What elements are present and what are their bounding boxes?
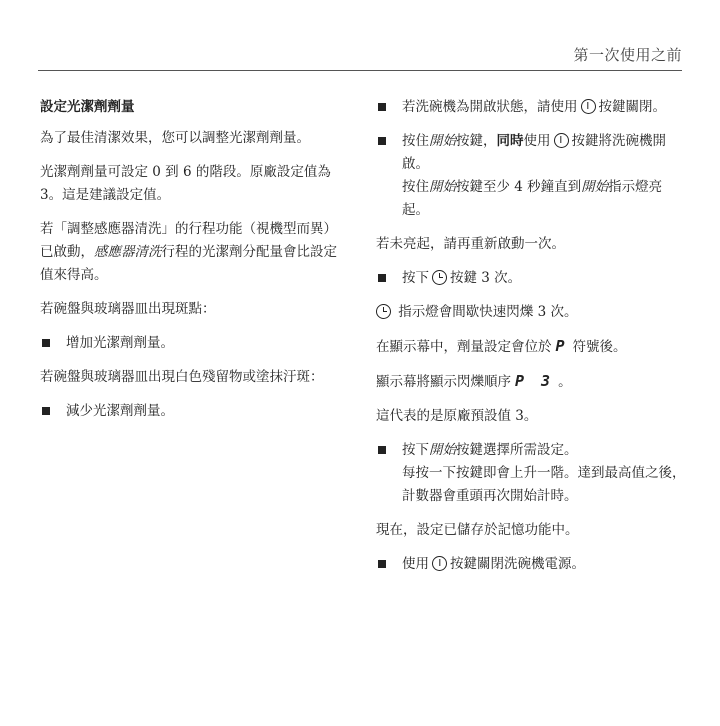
retry-paragraph: 若未亮起，請再重新啟動一次。 (376, 236, 565, 252)
step-hold-start-line1 (402, 130, 686, 176)
power-off-text: 按鍵關閉洗碗機電源。 (450, 556, 585, 572)
step-press-timer (376, 267, 686, 290)
step-power-off (376, 553, 686, 576)
power-icon (554, 133, 569, 148)
display-sequence-paragraph (376, 370, 686, 394)
header-divider (38, 70, 682, 71)
start-key-name-2: 開始 (429, 179, 456, 195)
hold-text: 按住 (402, 133, 429, 149)
step-turn-off (376, 96, 686, 119)
display-sequence-text: 顯示幕將顯示閃爍順序 (376, 374, 511, 390)
bullet-square-icon (378, 274, 386, 282)
display-sequence-symbol: P 3 (515, 372, 555, 390)
default-value-paragraph: 這代表的是原廠預設值 3。 (376, 408, 538, 424)
left-column (40, 96, 344, 434)
step-hold-start-line2 (402, 176, 686, 222)
display-symbol-p: P (555, 337, 569, 355)
press-three-times-text: 按鍵 3 次。 (450, 270, 522, 286)
spots-condition: 若碗盤與玻璃器皿出現斑點： (40, 301, 216, 317)
dosage-range-paragraph: 光潔劑劑量可設定 0 到 6 的階段。原廠設定值為 3。這是建議設定值。 (40, 164, 331, 203)
power-icon (432, 556, 447, 571)
turn-on-text: 按鍵將洗碗機開啟。 (402, 133, 666, 172)
bullet-square-icon (42, 407, 50, 415)
timer-indicator-text: 指示燈會間歇快速閃爍 3 次。 (398, 304, 578, 320)
use-text: 使用 (523, 133, 551, 149)
bullet-square-icon (378, 103, 386, 111)
indicator-lit-text: 指示燈亮起。 (402, 179, 663, 218)
step-select-line1 (402, 439, 686, 462)
saved-paragraph: 現在，設定已儲存於記憶功能中。 (376, 522, 579, 538)
display-position-text-b: 符號後。 (572, 339, 627, 355)
section-title: 設定光潔劑劑量 (40, 99, 135, 115)
page-header-title: 第一次使用之前 (573, 46, 682, 64)
sensor-wash-program-name: 感應器清洗 (94, 244, 162, 260)
step-hold-start (376, 130, 686, 222)
bullet-square-icon (378, 560, 386, 568)
bullet-square-icon (378, 137, 386, 145)
right-column (376, 96, 686, 587)
display-position-paragraph (376, 335, 686, 359)
timer-icon (432, 270, 447, 285)
sensor-wash-paragraph (40, 218, 344, 287)
display-sequence-end: 。 (558, 374, 572, 390)
select-setting-text: 按鍵選擇所需設定。 (456, 442, 578, 458)
residue-condition: 若碗盤與玻璃器皿出現白色殘留物或塗抹汙斑： (40, 369, 324, 385)
step-select-line2: 每按一下按鍵即會上升一階。達到最高值之後，計數器會重頭再次開始計時。 (402, 465, 686, 504)
bullet-square-icon (42, 339, 50, 347)
bullet-increase-text: 增加光潔劑劑量。 (66, 335, 174, 351)
use-text-2: 使用 (402, 556, 429, 572)
intro-paragraph: 為了最佳清潔效果，您可以調整光潔劑劑量。 (40, 130, 310, 146)
press-text: 按下 (402, 270, 429, 286)
press-text-2: 按下 (402, 442, 429, 458)
hold-duration-text: 按鍵至少 4 秒鐘直到 (456, 179, 582, 195)
power-icon (581, 99, 596, 114)
step-turn-off-text-a: 若洗碗機為開啟狀態，請使用 (402, 99, 578, 115)
bullet-increase (40, 332, 344, 355)
start-indicator-name: 開始 (581, 179, 609, 195)
key-text: 按鍵， (456, 133, 497, 149)
bullet-decrease-text: 減少光潔劑劑量。 (66, 403, 174, 419)
display-position-text-a: 在顯示幕中，劑量設定會位於 (376, 339, 552, 355)
sensor-wash-text-a: 若「調整感應器清洗」的行程功能（視機型而異）已啟動， (40, 221, 337, 260)
bullet-square-icon (378, 446, 386, 454)
timer-indicator-paragraph (376, 301, 686, 324)
step-select-setting (376, 439, 686, 508)
timer-icon (376, 304, 391, 319)
simultaneously-text: 同時 (496, 133, 524, 149)
start-key-name-3: 開始 (429, 442, 456, 458)
start-key-name: 開始 (429, 133, 456, 149)
bullet-decrease (40, 400, 344, 423)
hold-text-2: 按住 (402, 179, 429, 195)
step-turn-off-text-b: 按鍵關閉。 (598, 99, 666, 115)
sensor-wash-text-c: 行程的光潔劑分配量會比設定值來得高。 (40, 244, 337, 283)
